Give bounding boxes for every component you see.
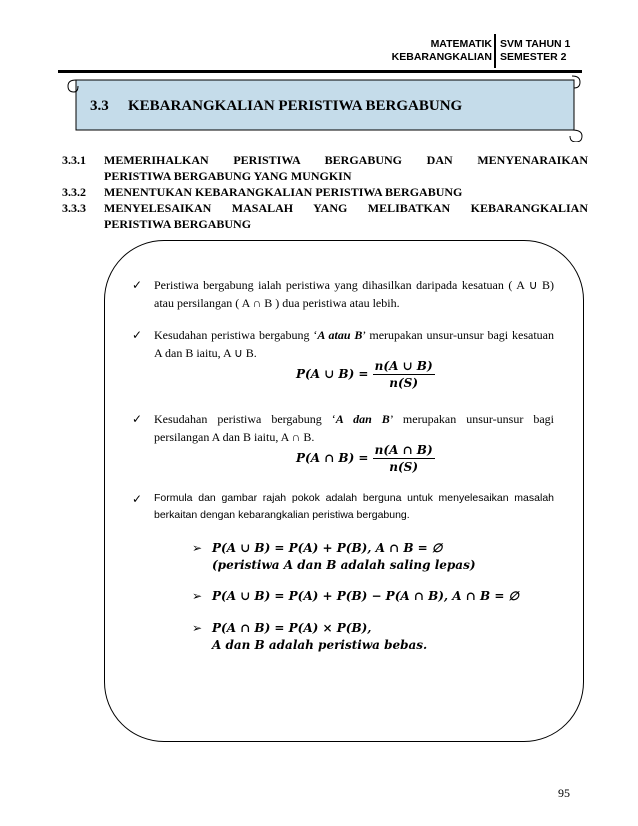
arrowhead-bullet-icon: ➢: [192, 589, 203, 603]
rule-item: [192, 588, 519, 605]
note-text: [154, 326, 554, 362]
section-title: [90, 98, 462, 115]
note-emphasis: A dan B: [335, 412, 390, 426]
arrowhead-bullet-icon: ➢: [192, 541, 203, 555]
subtopic-text: [104, 200, 588, 232]
rule-line: P(A ∩ B) = P(A) × P(B),: [212, 621, 372, 635]
note-text: Peristiwa bergabung ialah peristiwa yang dihasilkan daripada kesatuan ( A ∪ B) atau persilangan ( A ∩ B ) dua peristiwa atau lebih.: [154, 278, 554, 310]
subtopic-item: [62, 184, 588, 200]
note-text-part: ’ merupakan unsur-unsur bagi kesatuan A dan B iaitu, A ∪ B.: [154, 328, 554, 360]
check-icon: ✓: [132, 412, 143, 426]
rule-line: P(A ∪ B) = P(A) + P(B), A ∩ B = ∅: [212, 541, 443, 555]
intersection-formula: [296, 442, 435, 475]
subtopic-list: [62, 152, 588, 232]
note-text-part: ’ merupakan unsur-unsur bagi persilangan A dan B iaitu, A ∩ B.: [154, 412, 554, 444]
rule-line: (peristiwa A dan B adalah saling lepas): [212, 558, 476, 572]
header-level: [500, 38, 570, 64]
note-item: [132, 410, 554, 446]
header-subject-line2: KEBARANGKALIAN: [391, 51, 492, 63]
subtopic-text: [104, 152, 588, 184]
rule-line: P(A ∪ B) = P(A) + P(B) − P(A ∩ B), A ∩ B = ∅: [212, 589, 520, 603]
note-item: [132, 276, 554, 312]
header-subject-line1: MATEMATIK: [430, 38, 492, 50]
note-item: [132, 326, 554, 362]
header-divider: [494, 34, 496, 68]
note-text-part: Kesudahan peristiwa bergabung ‘: [154, 412, 336, 426]
check-icon: ✓: [132, 328, 143, 342]
check-icon: ✓: [132, 278, 143, 292]
fraction-denominator: n(S): [389, 376, 419, 390]
header-level-line2: SEMESTER 2: [500, 51, 567, 63]
note-emphasis: A atau B: [317, 328, 363, 342]
note-text: Formula dan gambar rajah pokok adalah berguna untuk menyelesaikan masalah berkaitan dengan kebarangkalian peristiwa bergabung.: [154, 492, 554, 521]
note-item: [132, 490, 554, 524]
note-text: [154, 410, 554, 446]
section-number: 3.3: [90, 98, 109, 114]
rule-item: [192, 540, 476, 574]
fraction-numerator: n(A ∩ B): [374, 443, 433, 457]
subtopic-line: MEMERIHALKAN PERISTIWA BERGABUNG DAN MENYENARAIKAN: [104, 153, 588, 167]
rule-item: [192, 620, 427, 654]
header-subject: [392, 38, 492, 64]
subtopic-line: MENYELESAIKAN MASALAH YANG MELIBATKAN KEBARANGKALIAN: [104, 201, 588, 215]
subtopic-number: 3.3.3: [62, 201, 86, 215]
arrowhead-bullet-icon: ➢: [192, 621, 203, 635]
header-level-line1: SVM TAHUN 1: [500, 38, 571, 50]
subtopic-text: MENENTUKAN KEBARANGKALIAN PERISTIWA BERGABUNG: [104, 185, 463, 199]
rule-line: A dan B adalah peristiwa bebas.: [212, 638, 428, 652]
formula-lhs: P(A ∪ B) =: [296, 367, 369, 381]
fraction: [373, 358, 435, 391]
section-title-text: KEBARANGKALIAN PERISTIWA BERGABUNG: [128, 98, 463, 114]
subtopic-number: 3.3.1: [62, 153, 86, 167]
subtopic-line: PERISTIWA BERGABUNG: [104, 217, 252, 231]
fraction: [373, 442, 435, 475]
subtopic-item: [62, 152, 588, 184]
subtopic-number: 3.3.2: [62, 185, 86, 199]
note-text-part: Kesudahan peristiwa bergabung ‘: [154, 328, 318, 342]
subtopic-line: PERISTIWA BERGABUNG YANG MUNGKIN: [104, 169, 352, 183]
formula-lhs: P(A ∩ B) =: [296, 451, 369, 465]
subtopic-item: [62, 200, 588, 232]
union-formula: [296, 358, 435, 391]
page-number: 95: [558, 786, 570, 800]
fraction-numerator: n(A ∪ B): [374, 359, 433, 373]
fraction-denominator: n(S): [389, 460, 419, 474]
check-icon: ✓: [132, 492, 143, 506]
